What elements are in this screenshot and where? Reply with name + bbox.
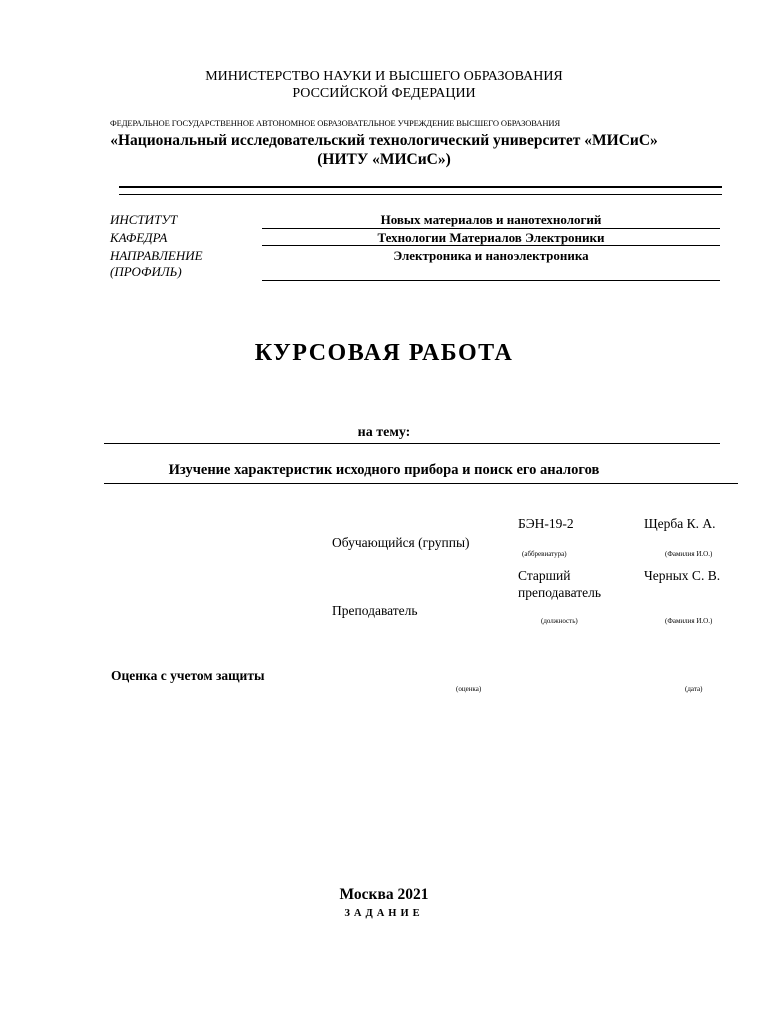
teacher-name-caption: (Фамилия И.О.) <box>665 617 713 625</box>
teacher-position-line-2: преподаватель <box>518 585 602 600</box>
direction-underline <box>262 280 720 281</box>
header-divider <box>119 186 722 195</box>
task-heading: ЗАДАНИЕ <box>344 908 424 919</box>
teacher-label: Преподаватель <box>332 603 418 618</box>
ministry-name <box>0 68 768 102</box>
student-group: БЭН-19-2 <box>518 516 574 531</box>
teacher-name: Черных С. В. <box>644 568 721 583</box>
topic-label: на тему: <box>357 425 411 440</box>
date-caption: (дата) <box>685 685 703 693</box>
topic-underline <box>104 483 738 484</box>
student-label: Обучающийся (группы) <box>332 535 470 550</box>
ministry-line-2: РОССИЙСКОЙ ФЕДЕРАЦИИ <box>292 86 476 101</box>
ministry-line-1: МИНИСТЕРСТВО НАУКИ И ВЫСШЕГО ОБРАЗОВАНИЯ <box>205 69 563 84</box>
student-name-caption: (Фамилия И.О.) <box>665 550 713 558</box>
department-label: КАФЕДРА <box>110 230 168 245</box>
document-title: КУРСОВАЯ РАБОТА <box>254 340 514 366</box>
department-underline <box>262 245 720 246</box>
direction-value: Электроника и наноэлектроника <box>393 248 589 263</box>
institute-label: ИНСТИТУТ <box>110 212 178 227</box>
position-caption: (должность) <box>541 617 578 625</box>
direction-label: НАПРАВЛЕНИЕ <box>110 248 203 263</box>
university-short-name: (НИТУ «МИСиС») <box>317 151 451 168</box>
department-value: Технологии Материалов Электроники <box>377 230 605 245</box>
group-caption: (аббревиатура) <box>522 550 567 558</box>
federal-institution-line: ФЕДЕРАЛЬНОЕ ГОСУДАРСТВЕННОЕ АВТОНОМНОЕ ОБРАЗОВАТЕЛЬНОЕ УЧРЕЖДЕНИЕ ВЫСШЕГО ОБРАЗОВАНИЯ <box>110 118 561 128</box>
grade-caption: (оценка) <box>456 685 482 693</box>
topic-label-underline <box>104 443 720 444</box>
grade-label: Оценка с учетом защиты <box>111 668 265 683</box>
topic-text: Изучение характеристик исходного прибора и поиск его аналогов <box>168 462 600 478</box>
city-year: Москва 2021 <box>339 886 429 903</box>
student-name: Щерба К. А. <box>644 516 716 531</box>
institute-value: Новых материалов и нанотехнологий <box>380 212 602 227</box>
profile-label: (ПРОФИЛЬ) <box>110 264 182 279</box>
institute-underline <box>262 228 720 229</box>
university-name: «Национальный исследовательский технологический университет «МИСиС» <box>110 132 658 149</box>
teacher-position-line-1: Старший <box>518 568 571 583</box>
